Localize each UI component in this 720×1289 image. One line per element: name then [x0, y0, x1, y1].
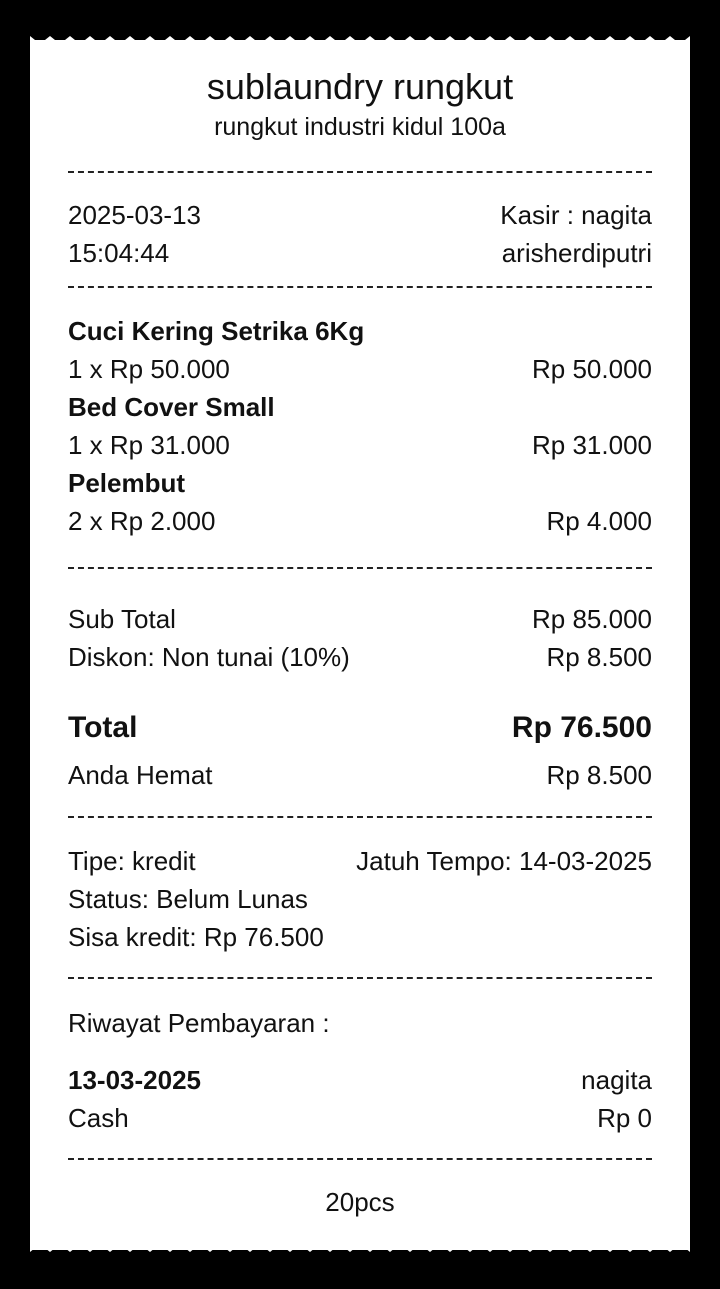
item-amount: Rp 4.000 [546, 506, 652, 536]
due-date: Jatuh Tempo: 14-03-2025 [356, 846, 652, 876]
transaction-time: 15:04:44 [68, 238, 170, 268]
item-qty-price: 2 x Rp 2.000 [68, 506, 216, 536]
receipt-top-edge [30, 30, 690, 44]
history-title: Riwayat Pembayaran : [68, 1008, 330, 1038]
item-name: Cuci Kering Setrika 6Kg [68, 316, 365, 346]
transaction-date: 2025-03-13 [68, 200, 201, 230]
total-section [68, 706, 652, 794]
item-list [68, 312, 652, 540]
payment-history [68, 1004, 652, 1042]
history-method: Cash [68, 1103, 129, 1133]
discount-value: Rp 8.500 [546, 642, 652, 672]
store-address: rungkut industri kidul 100a [214, 113, 506, 141]
pieces-count: 20pcs [325, 1187, 395, 1217]
savings-label: Anda Hemat [68, 760, 213, 790]
item-name: Pelembut [68, 468, 186, 498]
discount-label: Diskon: Non tunai (10%) [68, 642, 350, 672]
store-name: sublaundry rungkut [206, 66, 514, 107]
history-date: 13-03-2025 [68, 1065, 201, 1095]
item-name: Bed Cover Small [68, 392, 275, 422]
receipt-header [68, 64, 652, 144]
list-item [68, 388, 652, 464]
item-amount: Rp 31.000 [532, 430, 652, 460]
divider [68, 171, 652, 173]
divider [68, 567, 652, 569]
savings-value: Rp 8.500 [546, 760, 652, 790]
divider [68, 977, 652, 979]
list-item [68, 464, 652, 540]
summary [68, 600, 652, 676]
cashier-name: arisherdiputri [501, 238, 652, 268]
receipt-bottom-edge [30, 1244, 690, 1258]
receipt-footer [68, 1183, 652, 1221]
transaction-meta [68, 196, 652, 272]
total-value: Rp 76.500 [511, 711, 652, 744]
item-qty-price: 1 x Rp 31.000 [68, 430, 230, 460]
item-qty-price: 1 x Rp 50.000 [68, 354, 230, 384]
divider [68, 816, 652, 818]
divider [68, 286, 652, 288]
payment-type: Tipe: kredit [68, 846, 196, 876]
item-amount: Rp 50.000 [532, 354, 652, 384]
history-user: nagita [581, 1065, 652, 1095]
cashier-label: Kasir : nagita [500, 200, 652, 230]
subtotal-value: Rp 85.000 [532, 604, 652, 634]
payment-status: Status: Belum Lunas [68, 884, 308, 914]
history-amount: Rp 0 [597, 1103, 652, 1133]
total-label: Total [68, 711, 138, 744]
subtotal-label: Sub Total [68, 604, 176, 634]
payment-info [68, 842, 652, 956]
history-entry [68, 1061, 652, 1137]
credit-remaining: Sisa kredit: Rp 76.500 [68, 922, 324, 952]
list-item [68, 312, 652, 388]
divider [68, 1158, 652, 1160]
